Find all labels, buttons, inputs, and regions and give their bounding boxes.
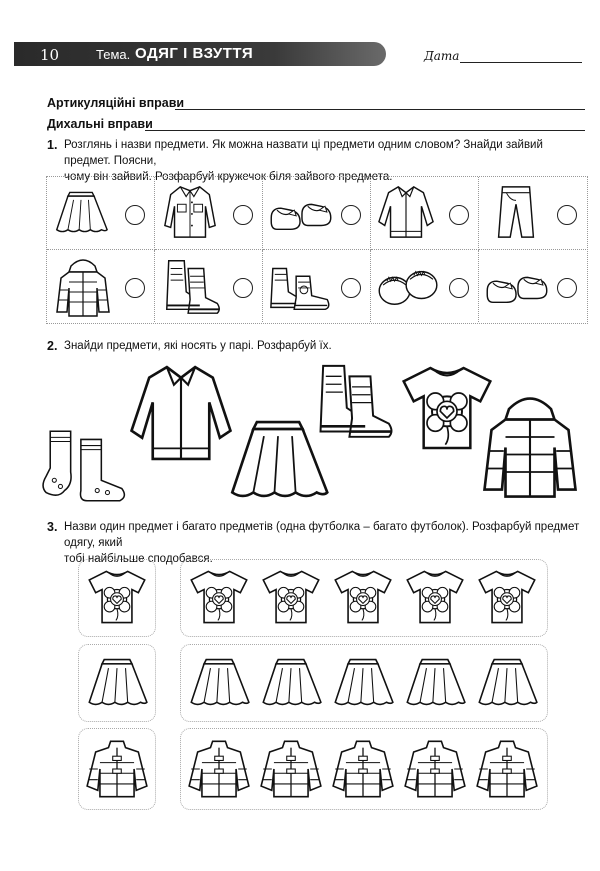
breathing-label: Дихальні вправи [47,117,153,131]
puffer-jacket-icon [331,737,395,801]
sandals-icon [483,262,551,310]
skirt-icon [53,185,109,239]
articulation-line[interactable] [175,109,585,110]
tshirt-icon [187,566,251,628]
tshirt-icon [475,566,539,628]
puffer-jacket-icon [475,737,539,801]
task3-text-line1: Назви один предмет і багато предметів (одна футболка – багато футболок). Розфарбуй предмет одягу, який [64,521,580,549]
skirt-icon [187,655,251,709]
skirt-icon [331,655,395,709]
shirt-icon [161,183,219,241]
answer-circle[interactable] [557,205,577,225]
task1-cell [479,177,586,250]
date-input-line[interactable] [460,62,582,63]
date-label: Дата [424,49,460,63]
down-jacket-icon [474,388,586,500]
answer-circle[interactable] [233,205,253,225]
answer-circle[interactable] [125,205,145,225]
many-items-box [180,644,548,722]
task1-cell [47,177,155,250]
boots-icon [310,358,402,442]
task1-cell [47,250,155,322]
sneakers-icon [267,258,335,314]
task1-grid [46,176,588,324]
tshirt-icon[interactable] [85,566,149,628]
task3-number: 3. [47,520,58,534]
tshirt-icon [331,566,395,628]
trousers-icon [487,183,545,241]
single-item-box [78,728,156,810]
task1-cell [263,177,371,250]
theme-label: Тема. [96,47,131,62]
tshirt-icon [403,566,467,628]
task2-text: Знайди предмети, які носять у парі. Розфарбуй їх. [64,340,332,352]
task1-cell [371,177,479,250]
task1-cell [155,250,263,322]
task3-text-line2: тобі найбільше сподобався. [64,553,213,565]
many-items-box [180,728,548,810]
articulation-label: Артикуляційні вправи [47,96,185,110]
answer-circle[interactable] [557,278,577,298]
skirt-icon [259,655,323,709]
task1-cell [479,250,586,322]
jacket-icon [377,183,435,241]
page-number: 10 [40,46,60,64]
answer-circle[interactable] [341,205,361,225]
skirt-icon [403,655,467,709]
task1-number: 1. [47,138,58,152]
puffer-jacket-icon [403,737,467,801]
task1-cell [155,177,263,250]
answer-circle[interactable] [125,278,145,298]
answer-circle[interactable] [233,278,253,298]
down-jacket-icon [53,254,113,318]
theme-title: ОДЯГ І ВЗУТТЯ [135,45,254,62]
boots-icon [159,256,227,316]
puffer-jacket-icon[interactable] [85,737,149,801]
slippers-icon [375,262,443,310]
task1-text-line2: чому він зайвий. Розфарбуй кружечок біля зайвого предмета. [64,171,393,183]
task1-cell [371,250,479,322]
skirt-icon[interactable] [85,655,149,709]
answer-circle[interactable] [341,278,361,298]
task2-number: 2. [47,339,58,353]
breathing-line[interactable] [145,130,585,131]
skirt-icon [475,655,539,709]
answer-circle[interactable] [449,278,469,298]
single-item-box [78,559,156,637]
puffer-jacket-icon [259,737,323,801]
task1-text-line1: Розглянь і назви предмети. Як можна назвати ці предмети одним словом? Знайди зайвий предмет. Поясни, [64,139,543,167]
single-item-box [78,644,156,722]
sandals-icon [267,189,335,237]
answer-circle[interactable] [449,205,469,225]
tshirt-icon [259,566,323,628]
many-items-box [180,559,548,637]
task1-cell [263,250,371,322]
puffer-jacket-icon [187,737,251,801]
